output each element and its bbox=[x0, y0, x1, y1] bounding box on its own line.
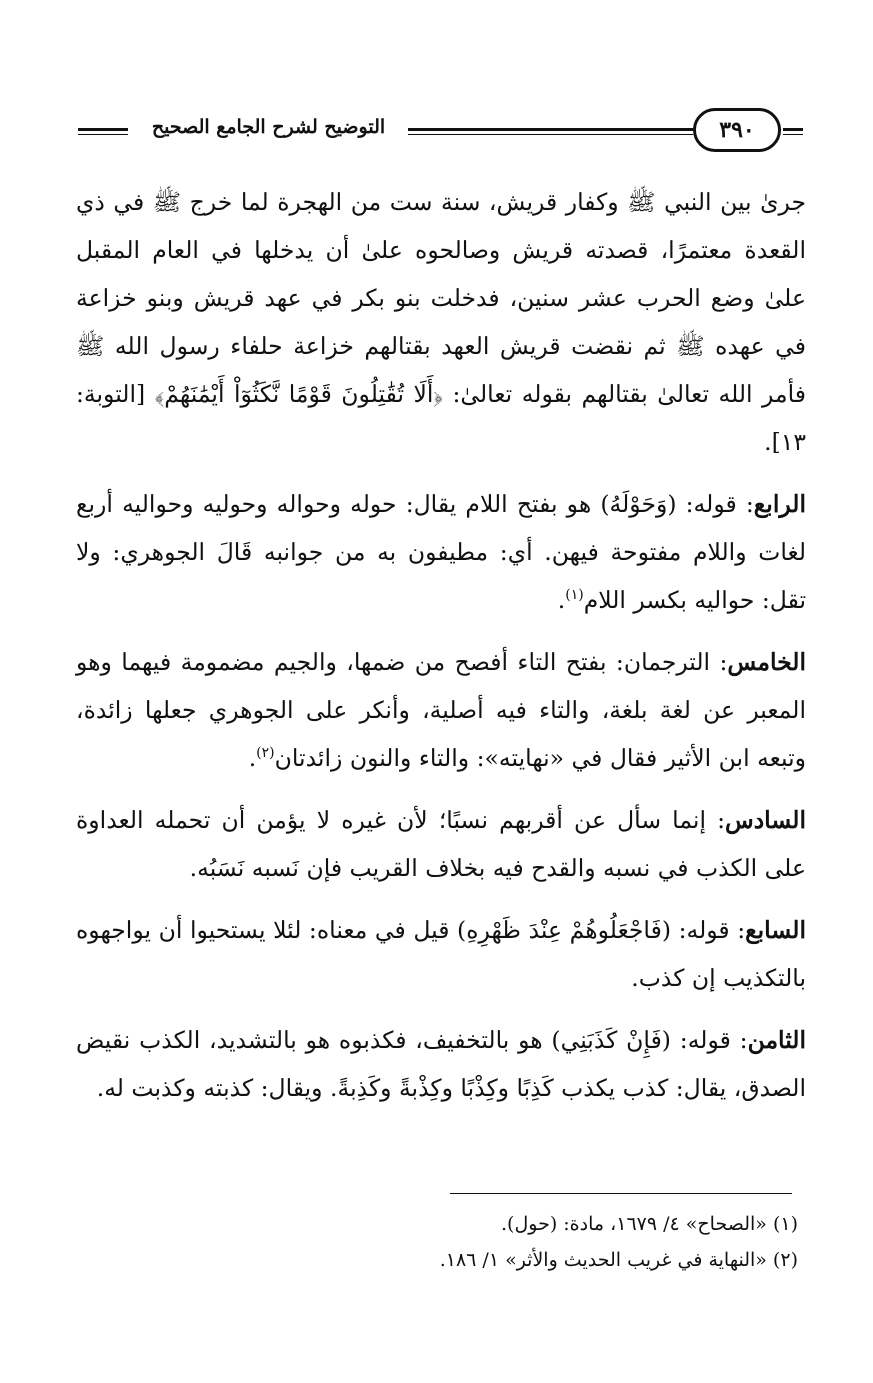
header-rule-right bbox=[783, 128, 803, 135]
paragraph-sixth bbox=[76, 796, 806, 892]
paragraph-heading: السادس bbox=[725, 806, 806, 834]
paragraph-heading: الخامس bbox=[727, 648, 806, 676]
paragraph-text: جرىٰ بين النبي ﷺ وكفار قريش، سنة ست من الهجرة لما خرج ﷺ في ذي القعدة معتمرًا، قصدته قريش وصالحوه علىٰ أن يدخلها في العام المقبل علىٰ وضع الحرب عشر سنين، فدخلت بنو بكر في عهد قريش وبنو خزاعة في عهده ﷺ ثم نقضت قريش العهد بقتالهم خزاعة حلفاء رسول الله ﷺ فأمر الله تعالىٰ بقتالهم بقوله تعالىٰ: ﴿أَلَا تُقَٰتِلُونَ قَوْمًا نَّكَثُوٓاْ أَيْمَٰنَهُمْ﴾ [التوبة: ١٣]. bbox=[76, 188, 806, 456]
body-text bbox=[76, 178, 806, 1112]
paragraph-heading: الرابع bbox=[753, 490, 806, 518]
paragraph-text: : قوله: (فَإِنْ كَذَبَنِي) هو بالتخفيف، فكذبوه هو بالتشديد، الكذب نقيض الصدق، يقال: كذب يكذب كَذِبًا وكِذْبًا وكِذْبةً وكَذِبةً. ويقال: كذبته وكذبت له. bbox=[76, 1026, 806, 1102]
paragraph-fifth bbox=[76, 638, 806, 782]
footnote-1: (١) «الصحاح» ٤/ ١٦٧٩، مادة: (حول). bbox=[501, 1213, 798, 1235]
paragraph-text: : قوله: (فَاجْعَلُوهُمْ عِنْدَ ظَهْرِهِ) قيل في معناه: لئلا يستحيوا أن يواجهوه بالتكذيب إن كذب. bbox=[76, 916, 806, 992]
running-title: التوضيح لشرح الجامع الصحيح bbox=[151, 116, 386, 138]
paragraph-text: : الترجمان: بفتح التاء أفصح من ضمها، والجيم مضمومة فيهما وهو المعبر عن لغة بلغة، والتاء فيه أصلية، وأنكر على الجوهري جعلها زائدة، وتبعه ابن الأثير فقال في «نهايته»: والتاء والنون زائدتان bbox=[76, 648, 806, 772]
footnote-separator bbox=[450, 1193, 792, 1194]
paragraph-end: . bbox=[557, 586, 566, 614]
paragraph-text: : قوله: (وَحَوْلَهُ) هو بفتح اللام يقال: حوله وحواله وحوليه وحواليه أربع لغات واللام مفتوحة فيهن. أي: مطيفون به من جوانبه قَالَ الجوهري: ولا تقل: حواليه بكسر اللام bbox=[76, 490, 806, 614]
paragraph-fourth bbox=[76, 480, 806, 624]
page-header bbox=[78, 108, 800, 160]
footnote-reference: (٢) bbox=[256, 745, 275, 762]
paragraph-text: : إنما سأل عن أقربهم نسبًا؛ لأن غيره لا يؤمن أن تحمله العداوة على الكذب في نسبه والقدح فيه بخلاف القريب فإن نَسبه نَسَبُه. bbox=[76, 806, 806, 882]
paragraph-intro bbox=[76, 178, 806, 466]
paragraph-end: . bbox=[248, 744, 257, 772]
paragraph-seventh bbox=[76, 906, 806, 1002]
header-rule-middle bbox=[408, 128, 693, 135]
footnotes bbox=[300, 1206, 798, 1278]
footnote-reference: (١) bbox=[565, 587, 584, 604]
paragraph-heading: الثامن bbox=[747, 1026, 806, 1054]
paragraph-heading: السابع bbox=[745, 916, 806, 944]
header-rule-left bbox=[78, 128, 128, 135]
page-number: ٣٩٠ bbox=[693, 108, 781, 152]
footnote-2: (٢) «النهاية في غريب الحديث والأثر» ١/ ١٨٦. bbox=[439, 1249, 798, 1271]
paragraph-eighth bbox=[76, 1016, 806, 1112]
